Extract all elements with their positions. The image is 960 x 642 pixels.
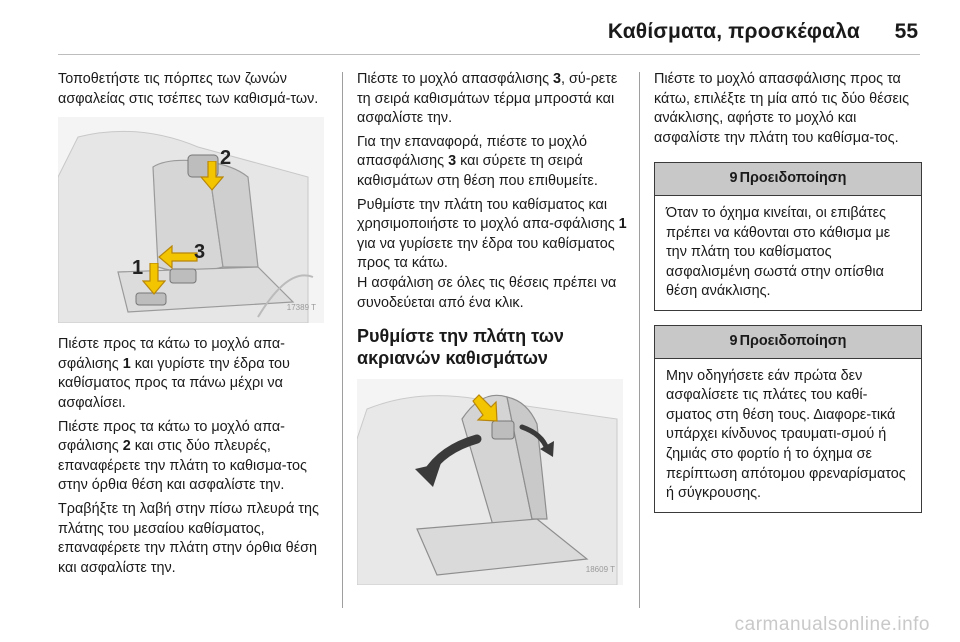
column-divider-2 (639, 72, 640, 608)
instruction-paragraph: Πιέστε το μοχλό απασφάλισης προς τα κάτω, επιλέξτε τη μία από τις δύο θέσεις ανάκλισης, αφήστε το μοχλό και ασφαλίστε την πλάτη του καθίσμα-τος. (654, 71, 910, 146)
seat-illustration (58, 117, 324, 323)
header-rule (58, 54, 920, 55)
figure-label-3: 3 (194, 241, 206, 264)
figure-code: 17389 T (286, 302, 316, 312)
warning-header (655, 326, 921, 359)
instruction-paragraph: Η ασφάλιση σε όλες τις θέσεις πρέπει να συνοδεύεται από ένα κλικ. (357, 274, 617, 311)
warning-box (654, 162, 922, 311)
warning-header (655, 163, 921, 196)
instruction-paragraph: Πιέστε προς τα κάτω το μοχλό απα-σφάλισης 1 και γυρίστε την έδρα του καθίσματος προς τα πάνω μέχρι να ασφαλίσει. (58, 336, 290, 411)
instruction-paragraph: Πιέστε το μοχλό απασφάλισης 3, σύ-ρετε τη σειρά καθισμάτων τέρμα μπροστά και ασφαλίστε την. (357, 71, 618, 127)
warning-icon: 9 (729, 332, 738, 349)
warning-title: Προειδοποίηση (739, 170, 847, 187)
warning-icon: 9 (729, 170, 738, 187)
lever-number: 2 (122, 438, 131, 455)
watermark: carmanualsonline.info (734, 614, 930, 635)
page-title: Καθίσματα, προσκέφαλα (607, 20, 860, 43)
column-left (58, 70, 328, 582)
instruction-paragraph: Ρυθμίστε την πλάτη του καθίσματος και χρησιμοποιήστε το μοχλό απα-σφάλισης 1 για να γυρίσετε την έδρα του καθίσματος προς τα κάτω. (357, 196, 627, 272)
warning-text: Όταν το όχημα κινείται, οι επιβάτες πρέπει να κάθονται στο κάθισμα με την πλάτη του καθίσματος ασφαλισμένη σωστά στην οπίσθια θέση ανάκλισης. (666, 204, 891, 300)
intro-paragraph: Τοποθετήστε τις πόρπες των ζωνών ασφαλείας στις τσέπες των καθισμά-των. (58, 71, 319, 107)
arrow-down-icon (142, 263, 166, 295)
figure-label-2: 2 (220, 147, 232, 170)
section-heading: Ρυθμίστε την πλάτη των ακριανών καθισμάτων (357, 326, 564, 369)
lever-number: 1 (122, 355, 131, 372)
column-right (654, 70, 922, 525)
column-divider-1 (342, 72, 343, 608)
warning-box (654, 325, 922, 513)
figure-outer-seat-recline (357, 379, 623, 585)
page-number: 55 (894, 20, 918, 43)
lever-number: 1 (618, 216, 627, 233)
figure-rear-seat-levers (58, 117, 324, 323)
figure-label-1: 1 (132, 257, 144, 280)
lever-number: 3 (448, 153, 457, 170)
instruction-paragraph: Για την επαναφορά, πιέστε το μοχλό απασφάλισης 3 και σύρετε τη σειρά καθισμάτων στη θέση που επιθυμείτε. (357, 133, 598, 189)
figure-code: 18609 T (585, 564, 615, 574)
instruction-paragraph: Πιέστε προς τα κάτω το μοχλό απα-σφάλισης 2 και στις δύο πλευρές, επαναφέρετε την πλάτη το καθισμα-τος στην όρθια θέση και ασφαλίστε την. (58, 418, 307, 494)
column-middle (357, 70, 629, 585)
arrow-down-icon (471, 393, 501, 423)
instruction-paragraph: Τραβήξτε τη λαβή στην πίσω πλευρά της πλάτης του μεσαίου καθίσματος, επαναφέρετε την πλάτη στην όρθια θέση και ασφαλίστε την. (58, 500, 319, 576)
warning-text: Μην οδηγήσετε εάν πρώτα δεν ασφαλίσετε τις πλάτες του καθί-σματος στη θέση τους. Διαφορε-τικά υπάρχει κίνδυνος τραυματι-σμού ή ζημιάς στο φορτίο ή το όχημα σε περίπτωση απότομου φρεναρίσματος ή σύγκρουσης. (666, 367, 906, 502)
warning-title: Προειδοποίηση (739, 332, 847, 349)
lever-number: 3 (553, 71, 562, 87)
